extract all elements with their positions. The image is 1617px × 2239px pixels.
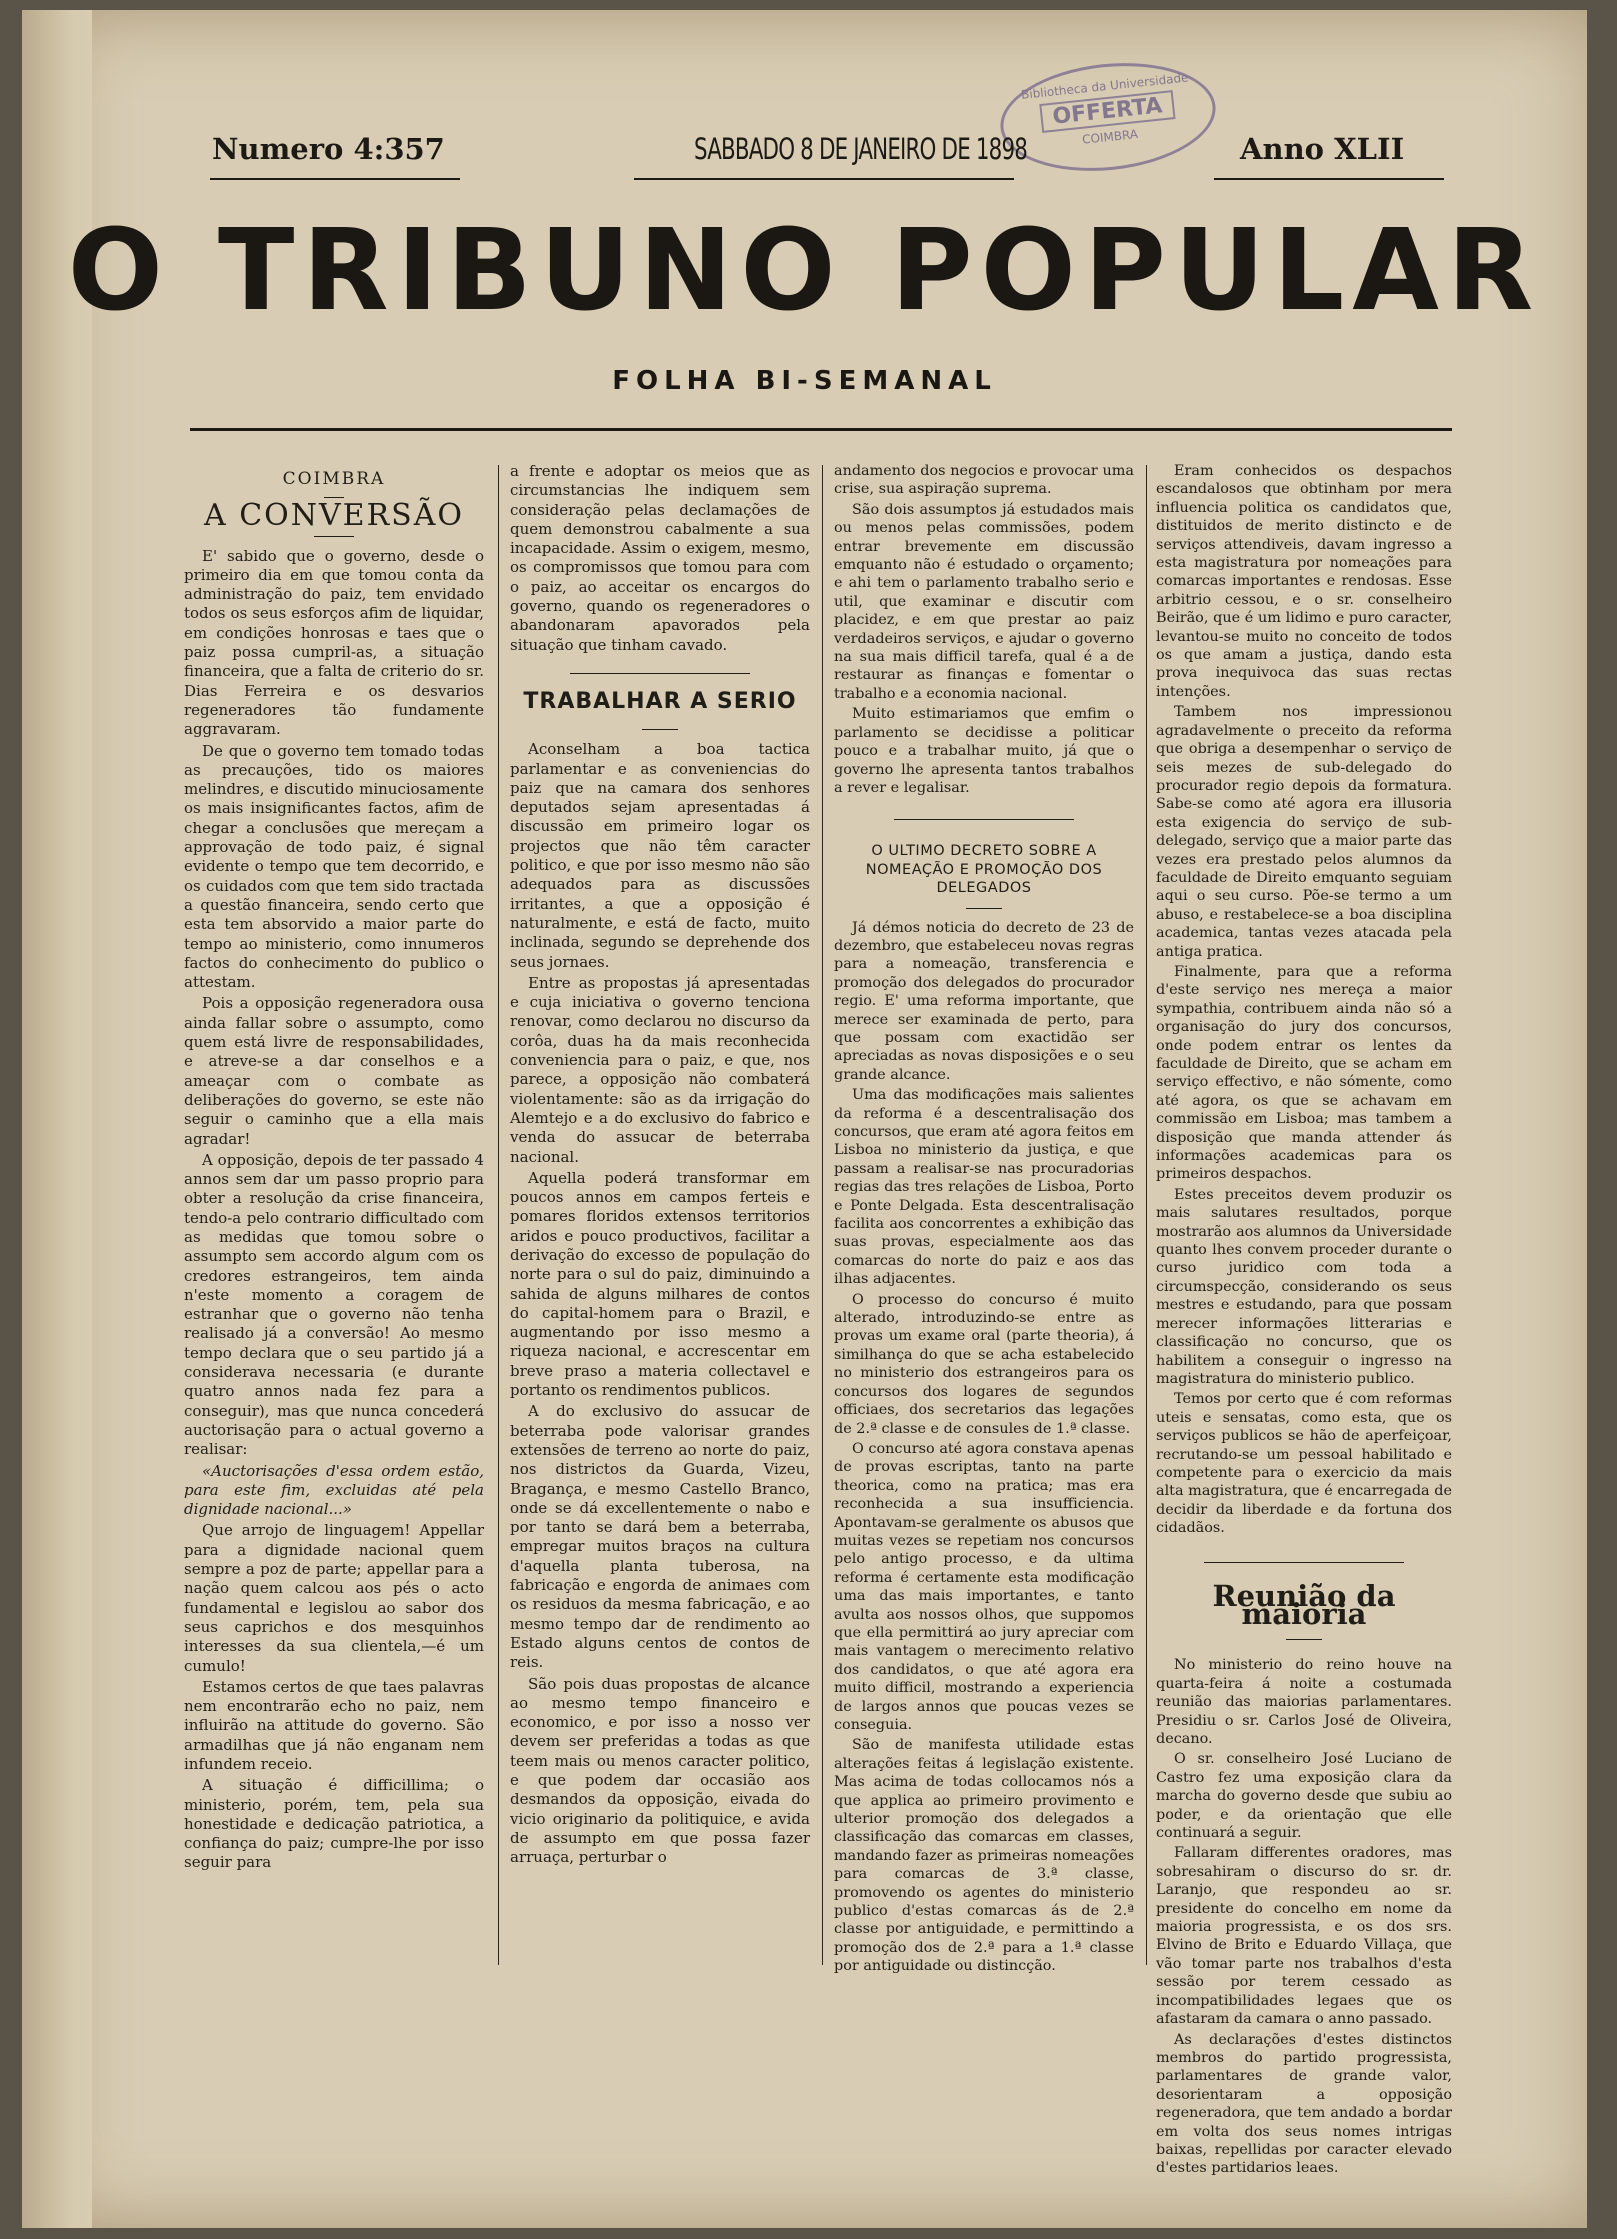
paragraph: Estes preceitos devem produzir os mais salutares resultados, porque mostrarão aos alumnos da Universidade quanto lhes convem proceder durante o curso juridico com toda a circumspecção, considerando os seus mestres e estudando, para que possam merecer informações litterarias e classificação no concurso, que os habilitem a conseguir o ingresso na magistratura do ministerio publico. bbox=[1156, 1186, 1452, 1387]
paragraph: Aquella poderá transformar em poucos annos em campos ferteis e pomares floridos extensos territorios aridos e pouco productivos, facilitar a derivação do excesso de população do norte para o sul do paiz, diminuindo a sahida de alguns milhares de contos do capital-homem para o Brazil, e augmentando por isso mesmo a riqueza nacional, e accrescentar em breve praso a materia collectavel e portanto os rendimentos publicos. bbox=[510, 1168, 810, 1400]
paragraph: O processo do concurso é muito alterado, introduzindo-se entre as provas um exame oral (parte theoria), á similhança do que se acha estabelecido no ministerio dos estrangeiros para os concursos dos logares de segundos officiaes, dos secretarios das legações de 2.ª classe e de consules de 1.ª classe. bbox=[834, 1291, 1134, 1437]
issue-year: Anno XLII bbox=[1240, 132, 1405, 166]
article-heading-conversao: A CONVERSÃO bbox=[204, 498, 464, 534]
article-heading-trabalhar: TRABALHAR A SERIO bbox=[523, 688, 797, 714]
column-1 bbox=[184, 462, 484, 1875]
paragraph: Uma das modificações mais salientes da reforma é a descentralisação dos concursos, que eram até agora feitos em Lisboa no ministerio da justiça, e que passam a realisar-se nas procuradorias regias das tres relações de Lisboa, Porto e Ponte Delgada. Esta descentralisação facilita aos concorrentes a exhibição das suas provas, especialmente aos das comarcas do norte do paiz e aos das ilhas adjacentes. bbox=[834, 1087, 1134, 1288]
paragraph: Estamos certos de que taes palavras nem encontrarão echo no paiz, nem influirão na attitude do governo. São armadilhas que já não enganam nem infundem receio. bbox=[184, 1677, 484, 1773]
paragraph: Aconselham a boa tactica parlamentar e as conveniencias do paiz que na camara dos senhores deputados sejam apresentadas á discussão em primeiro logar os projectos que não têm caracter politico, e que por isso mesmo não são adequados para as discussões irritantes, a que a opposição é naturalmente, e está de facto, muito inclinada, segundo se deprehende dos seus jornaes. bbox=[510, 740, 810, 971]
separator bbox=[1286, 1639, 1322, 1640]
column-3 bbox=[834, 462, 1134, 1978]
column-4 bbox=[1156, 462, 1452, 2180]
paragraph: Tambem nos impressionou agradavelmente o preceito da reforma que obriga a desempenhar o serviço de seis mezes de sub-delegado do procurador regio depois da formatura. Sabe-se como até agora era illusoria esta exigencia do serviço de sub-delegado, serviço que a maior parte das vezes era prestado pelos alumnos da faculdade de Direito emquanto seguiam aqui o seu curso. Põe-se termo a um abuso, e restabelece-se a boa disciplina academica, tantas vezes atacada pela antiga pratica. bbox=[1156, 704, 1452, 960]
article-heading-reuniao: Reunião da maioria bbox=[1212, 1578, 1396, 1631]
paragraph: a frente e adoptar os meios que as circumstancias lhe indiquem sem consideração pelas declamações de quem demonstrou cabalmente a sua incapacidade. Assim o exigem, mesmo, os compromissos que tomou para com o paiz, ao acceitar os encargos do governo, quando os regeneradores o abandonaram apavorados pela situação que tinham cavado. bbox=[510, 462, 810, 654]
paragraph: Que arrojo de linguagem! Appellar para a dignidade nacional quem sempre a poz de parte; appellar para a nação quem calcou aos pés o acto fundamental e legislou ao sabor dos seus caprichos e dos mesquinhos interesses da sua clientela,—é um cumulo! bbox=[184, 1521, 484, 1675]
paragraph: No ministerio do reino houve na quarta-feira á noite a costumada reunião das maiorias parlamentares. Presidiu o sr. Carlos José de Oliveira, decano. bbox=[1156, 1657, 1452, 1747]
masthead-rule bbox=[190, 428, 1452, 431]
paragraph: São de manifesta utilidade estas alterações feitas á legislação existente. Mas acima de todas collocamos nós a que applica ao primeiro provimento e ulterior promoção dos delegados a classificação das comarcas em classes, mandando fazer as primeiras nomeações para comarcas de 3.ª classe, promovendo os agentes do ministerio publico d'estas comarcas ás de 2.ª classe por antiguidade, e permittindo a promoção dos de 2.ª para a 1.ª classe por antiguidade ou distincção. bbox=[834, 1737, 1134, 1975]
separator bbox=[894, 819, 1074, 820]
column-divider bbox=[498, 465, 499, 1965]
paragraph: De que o governo tem tomado todas as precauções, tido os maiores melindres, e discutido minuciosamente os mais insignificantes factos, afim de chegar a conclusões que mereçam a approvação de todo paiz, é signal evidente o tempo que tem decorrido, e os cuidados com que tem sido tractada a questão financeira, sendo certo que esta tem absorvido a maior parte do tempo ao ministerio, como innumeros factos do conhecimento do publico o attestam. bbox=[184, 741, 484, 992]
library-stamp bbox=[995, 53, 1221, 181]
paragraph: A opposição, depois de ter passado 4 annos sem dar um passo proprio para obter a resolução da crise financeira, tendo-a pelo contrario difficultado com as medidas que tomou sobre o assumpto sem accordo algum com os credores estrangeiros, tem ainda n'este momento a coragem de estranhar que o governo não tenha realisado já a conversão! Ao mesmo tempo declara que o seu partido já a considerava necessaria (e durante quatro annos nada fez para a conseguir), mas que nunca concederá auctorisação para o actual governo a realisar: bbox=[184, 1150, 484, 1459]
page-binding-shadow bbox=[22, 10, 92, 2228]
paragraph: A situação é difficillima; o ministerio, porém, tem, pela sua honestidade e dedicação patriotica, a confiança do paiz; cumpre-lhe por isso seguir para bbox=[184, 1776, 484, 1872]
paragraph: São pois duas propostas de alcance ao mesmo tempo financeiro e economico, e por isso a nosso ver devem ser preferidas a todas as que teem mais ou menos caracter politico, e que podem dar occasião aos desmandos da opposição, eivada do vicio originario da politiquice, e avida de assumpto em que possa fazer arruaça, perturbar o bbox=[510, 1674, 810, 1867]
paragraph: Pois a opposição regeneradora ousa ainda fallar sobre o assumpto, como quem está livre de responsabilidades, e atreve-se a dar conselhos e a ameaçar com o combate as deliberações do governo, se este não seguir o caminho que a ella mais agradar! bbox=[184, 994, 484, 1148]
paragraph: Muito estimariamos que emfim o parlamento se decidisse a politicar pouco e a trabalhar muito, já que o governo lhe apresenta tantos trabalhos a rever e legalisar. bbox=[834, 706, 1134, 796]
quoted-text: «Auctorisações d'essa ordem estão, para este fim, excluidas até pela dignidade nacional...» bbox=[184, 1461, 484, 1519]
paragraph: Eram conhecidos os despachos escandalosos que obtinham por mera influencia politica os candidatos que, distituidos de merito distincto e de serviços attendiveis, davam ingresso a esta magistratura por nomeações para comarcas importantes e rendosas. Esse arbitrio cessou, e o sr. conselheiro Beirão, que é um lidimo e puro caracter, levantou-se muito no conceito de todos os que amam a justiça, dando esta prova inequivoca das suas rectas intenções. bbox=[1156, 463, 1452, 700]
paragraph: Finalmente, para que a reforma d'este serviço nes mereça a maior sympathia, contribuem ainda não só a organisação do jury dos concursos, onde podem entrar os lentes da faculdade de Direito, que se acham em serviço effectivo, e não sómente, como até agora, os que se achavam em commissão em Lisboa; mas tambem a disposição que manda attender ás informações academicas para os primeiros despachos. bbox=[1156, 963, 1452, 1183]
paragraph: Já démos noticia do decreto de 23 de dezembro, que estabeleceu novas regras para a nomeação, transferencia e promoção dos delegados do procurador regio. E' uma reforma importante, que merece ser examinada de perto, para que possam com exactidão ser apreciadas as novas disposições e o seu grande alcance. bbox=[834, 919, 1134, 1083]
newspaper-page bbox=[22, 10, 1587, 2228]
header-rule-center bbox=[634, 178, 1014, 180]
issue-date: SABBADO 8 DE JANEIRO DE 1898 bbox=[694, 132, 1028, 166]
column-divider bbox=[1146, 465, 1147, 1965]
separator bbox=[1204, 1562, 1404, 1563]
separator bbox=[570, 673, 750, 674]
column-divider bbox=[822, 465, 823, 1965]
header-rule-right bbox=[1214, 178, 1444, 180]
paragraph: São dois assumptos já estudados mais ou menos pelas commissões, podem entrar brevemente em discussão emquanto não é estudado o orçamento; e ahi tem o parlamento trabalho serio e util, que examinar e discutir com placidez, e em que prestar ao paiz verdadeiros serviços, e ajudar o governo na sua mais difficil tarefa, qual é a de restaurar as finanças e fomentar o trabalho e a economia nacional. bbox=[834, 501, 1134, 702]
separator bbox=[966, 908, 1002, 909]
separator bbox=[642, 729, 678, 730]
header-rule-left bbox=[210, 178, 460, 180]
paragraph: Entre as propostas já apresentadas e cuja iniciativa o governo tenciona renovar, como declarou no discurso da corôa, duas ha da mais reconhecida conveniencia para o paiz, e que, nos parece, a opposição não combaterá violentamente: são as da irrigação do Alemtejo e a do exclusivo do fabrico e venda do assucar de beterraba nacional. bbox=[510, 973, 810, 1166]
paragraph: E' sabido que o governo, desde o primeiro dia em que tomou conta da administração do paiz, tem envidado todos os seus esforços afim de liquidar, em condições honrosas e taes que o paiz possa cumpril-as, a situação financeira, que a falta de criterio do sr. Dias Ferreira e os desvarios regeneradores tão fundamente aggravaram. bbox=[184, 546, 484, 739]
stamp-bottom-text: COIMBRA bbox=[1081, 127, 1139, 147]
paragraph: Fallaram differentes oradores, mas sobresahiram o discurso do sr. dr. Laranjo, que respondeu ao sr. presidente do concelho em nome da maioria progressista, e os dos srs. Elvino de Brito e Eduardo Villaça, que vão tomar parte nos trabalhos d'esta sessão por terem cessado as incompatibilidades legaes que os afastaram da camara o anno passado. bbox=[1156, 1845, 1452, 2028]
section-city: COIMBRA bbox=[282, 469, 386, 489]
stamp-middle-text: OFFERTA bbox=[1039, 90, 1175, 133]
paragraph: Temos por certo que é com reformas uteis e sensatas, como esta, que os serviços publicos se hão de aperfeiçoar, recrutando-se um pessoal habilitado e competente para o exercicio da mais alta magistratura, que é encarregada de decidir da liberdade e da fortuna dos cidadãos. bbox=[1156, 1391, 1452, 1537]
paragraph: A do exclusivo do assucar de beterraba pode valorisar grandes extensões de terreno ao norte do paiz, nos districtos da Guarda, Vizeu, Bragança, e mesmo Castello Branco, onde se dá excellentemente o nabo e por tanto se dará bem a beterraba, empregar muitos braços na cultura d'aquella planta tuberosa, na fabricação e engorda de animaes com os residuos da mesma fabricação, e ao mesmo tempo dar de rendimento ao Estado alguns centos de contos de reis. bbox=[510, 1402, 810, 1672]
paragraph: andamento dos negocios e provocar uma crise, sua aspiração suprema. bbox=[834, 463, 1134, 498]
article-heading-decreto: O ULTIMO DECRETO SOBRE A NOMEAÇÃO E PROMOÇÃO DOS DELEGADOS bbox=[865, 843, 1103, 897]
paragraph: As declarações d'estes distinctos membros do partido progressista, parlamentares de grande valor, desorientaram a opposição regeneradora, que tem andado a bordar em volta dos seus nomes intrigas baixas, repellidas por caracter elevado d'estes partidarios leaes. bbox=[1156, 2031, 1452, 2177]
masthead-subtitle: FOLHA BI-SEMANAL bbox=[612, 366, 997, 396]
stamp-top-text: Bibliotheca da Universidade bbox=[1020, 70, 1190, 102]
paragraph: O concurso até agora constava apenas de provas escriptas, tanto na parte theorica, como na pratica; mas era reconhecida a sua insufficiencia. Apontavam-se geralmente os abusos que muitas vezes se repetiam nos concursos pelo antigo processo, e da ultima reforma é certamente esta modificação uma das mais importantes, e tanto avulta aos nossos olhos, que suppomos que ella permittirá ao jury apreciar com mais vantagem o merecimento relativo dos candidatos, o que até agora era muito difficil, mostrando a experiencia de largos annos que poucas vezes se conseguia. bbox=[834, 1440, 1134, 1733]
masthead-title: O TRIBUNO POPULAR bbox=[67, 206, 1542, 336]
separator bbox=[314, 536, 354, 537]
issue-number: Numero 4:357 bbox=[212, 132, 445, 166]
paragraph: O sr. conselheiro José Luciano de Castro fez uma exposição clara da marcha do governo desde que subiu ao poder, e da orientação que elle continuará a seguir. bbox=[1156, 1751, 1452, 1842]
column-2 bbox=[510, 462, 810, 1869]
